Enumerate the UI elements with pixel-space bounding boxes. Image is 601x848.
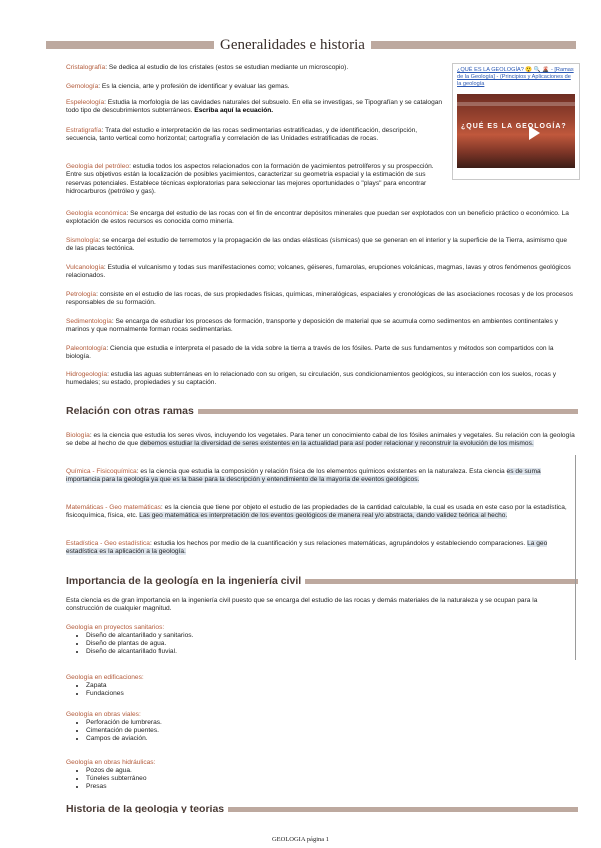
group-title: Geología en obras hidráulicas: [66,759,156,766]
list-item: • Diseño de plantas de agua. [86,640,193,648]
relation-highlight: La geo estadística es la aplicación a la geología. [66,540,548,556]
section-heading: Importancia de la geología en la ingeniería civil [66,575,302,587]
branch-text: : estudia todos los aspectos relacionados con la formación de yacimientos petrolíferos y su prospección. Entre sus objetivos están la localización de posibles yacimientos, caracterizar su geometría espacial y la estimación de sus reservas potenciales. Establece técnicas exploratorias para seleccionar las mejores oportunidades o "plays" para encontrar hidrocarburos (petróleo y gas). [66,163,434,196]
relation-quimica [66,468,576,485]
relation-estadistica [66,540,576,557]
branch-text: : consiste en el estudio de las rocas, de sus propiedades físicas, químicas, mineralógicas, espaciales y cronológicas de las asociaciones rocosas y de los procesos responsables de su formación. [66,291,573,307]
title-bar-right [371,41,576,49]
branch-cristalografia [66,64,446,72]
group-list [66,682,124,698]
group-list [66,767,146,792]
branch-estratigrafia [66,127,446,144]
group-title: Geología en proyectos sanitarios: [66,624,165,631]
branch-text: : Es la ciencia, arte y profesión de identificar y evaluar las gemas. [98,83,290,90]
group-list [66,719,162,744]
relation-text: : es la ciencia que tiene por objeto el estudio de las propiedades de la cantidad calculable, la cual es usada en este caso por la estadística, fisicoquímica, física, etc. [66,504,567,520]
branch-text: : Trata del estudio e interpretación de las rocas sedimentarias estratificadas, y de identificación, descripción, secuencia, tanto vertical como horizontal; cartografía y correlación de las Unidades estratificadas de rocas. [66,127,418,143]
branch-term: Vulcanología [66,264,104,271]
branch-sismologia [66,237,576,254]
section-heading: Historia de la geología y teorías [66,805,225,813]
branch-text: : Se dedica al estudio de los cristales (estos se estudian mediante un microscopio). [105,64,349,71]
relation-matematicas [66,504,576,521]
title-bar-left [46,41,214,49]
branch-geologia-economica [66,210,576,227]
section-bar [305,579,578,584]
branch-term: Estratigrafía [66,127,102,134]
branch-term: Sismología [66,237,99,244]
section-historia [66,805,578,813]
branch-paleontologia [66,345,576,362]
section-bar [198,409,578,414]
branch-term: Paleontología [66,345,107,352]
thumbnail-label: ¿QUÉ ES LA GEOLOGÍA? [461,123,567,130]
branch-term: Geología económica [66,210,127,217]
relation-text: : es la ciencia que estudia los seres vivos, incluyendo los vegetales. Para tener un conocimiento cabal de los fósiles animales y vegetales. Su relación con la geología se debe al hecho de que [66,432,575,448]
relation-highlight: Las geo matemática es interpretación de los eventos geológicos de manera real y/o abstracta, dando validez teórica al hecho. [139,512,508,520]
group-title: Geología en obras viales: [66,711,141,718]
margin-rule [575,455,576,660]
section-heading: Relación con otras ramas [66,405,194,417]
list-item: • Pozos de agua. [86,767,146,775]
relation-biologia [66,432,576,449]
list-item: • Túneles subterráneo [86,775,146,783]
branch-text: : Estudia el vulcanismo y todas sus manifestaciones como; volcanes, géiseres, fumarolas, erupciones volcánicas, magmas, lavas y otros fenómenos geológicos relacionados. [66,264,571,280]
thumbnail-strip [457,102,575,106]
branch-gemologia [66,83,446,91]
branch-term: Petrología [66,291,97,298]
play-icon[interactable] [529,126,540,140]
list-item: • Diseño de alcantarillado y sanitarios. [86,632,193,640]
group-list [66,632,193,657]
relation-text: : es la ciencia que estudia la composición y relación física de los elementos químicos existentes en la naturaleza. Esta ciencia [136,468,507,475]
relation-term: Biología [66,432,90,439]
relation-term: Matemáticas - Geo matemáticas [66,504,161,511]
relation-highlight: es de suma importancia para la geología ya que es la base para la descripción y entendimiento de la mayoría de eventos geológicos. [66,468,541,484]
branch-term: Sedimentología [66,318,112,325]
relation-term: Química - Fisicoquímica [66,468,137,475]
video-thumbnail[interactable] [457,94,575,168]
branch-text: : Estudia la morfología de las cavidades naturales del subsuelo. En ella se investigas, se Tipografían y se catalogan todo tipo de descubrimientos subterráneos. [66,99,443,115]
list-item: • Perforación de lumbreras. [86,719,162,727]
branch-text: : Ciencia que estudia e interpreta el pasado de la vida sobre la tierra a través de los fósiles. Parte de sus fundamentos y métodos son compartidos con la biología. [66,345,554,361]
list-item: • Campos de aviación. [86,735,162,743]
video-link[interactable]: ¿QUÉ ES LA GEOLOGÍA? 😲 🔍 🌋 - [Ramas de la Geología] - (Principios y Aplicaciones de la geología [457,67,574,87]
section-importancia [66,575,578,587]
branch-vulcanologia [66,264,576,281]
branch-text: : Se encarga de estudiar los procesos de formación, transporte y deposición de material que se acumula como sedimentos en ambientes continentales y marinos y que normalmente forman rocas sedimentarias. [66,318,558,334]
relation-term: Estadística - Geo estadística [66,540,150,547]
list-item: • Zapata [86,682,124,690]
branch-term: Gemología [66,83,99,90]
list-item: • Fundaciones [86,690,124,698]
list-item: • Diseño de alcantarillado fluvial. [86,648,193,656]
branch-sedimentologia [66,318,576,335]
importancia-intro: Esta ciencia es de gran importancia en la ingeniería civil puesto que se encarga del estudio de las rocas y demás materiales de la naturaleza y se ocupan para la construcción de cualquier magnitud. [66,597,538,613]
branch-term: Espeleología [66,99,105,106]
branch-term: Cristalografía [66,64,106,71]
branch-term: Hidrogeología [66,371,108,378]
branch-text: : estudia las aguas subterráneas en lo relacionado con su origen, su circulación, sus condicionamientos geológicos, su interacción con los suelos, rocas y humedales; su estado, propiedades y su captación. [66,371,557,387]
list-item: • Cimentación de puentes. [86,727,162,735]
video-card[interactable] [452,63,580,180]
branch-text: : se encarga del estudio de terremotos y la propagación de las ondas elásticas (sísmicas) que se generan en el interior y la superficie de la Tierra, asimismo que de las placas tectónica. [66,237,568,253]
title-row [46,38,576,52]
branch-geologia-petroleo [66,163,446,197]
branch-petrologia [66,291,576,308]
list-item: • Presas [86,783,146,791]
branch-hidrogeologia [66,371,576,388]
page-title: Generalidades e historia [220,36,365,53]
section-bar [228,807,578,812]
section-relacion [66,405,578,417]
branch-term: Geología del petróleo [66,163,130,170]
relation-highlight: debemos estudiar la diversidad de seres existentes en la actualidad para así poder relacionar y reconstruir la evolución de los mismos. [140,440,534,448]
equation-placeholder[interactable]: Escriba aquí la ecuación. [194,107,274,115]
group-title: Geología en edificaciones: [66,674,144,681]
page-footer: GEOLOGIA página 1 [271,836,330,843]
branch-text: : Se encarga del estudio de las rocas con el fin de encontrar depósitos minerales que puedan ser explotados con un beneficio práctico o económico. La explotación de estos recursos es conocida como minería. [66,210,569,226]
branch-espeleologia [66,99,446,116]
relation-text: : estudia los hechos por medio de la cuantificación y sus relaciones matemáticas, agrupándolos y estableciendo comparaciones. [149,540,528,547]
